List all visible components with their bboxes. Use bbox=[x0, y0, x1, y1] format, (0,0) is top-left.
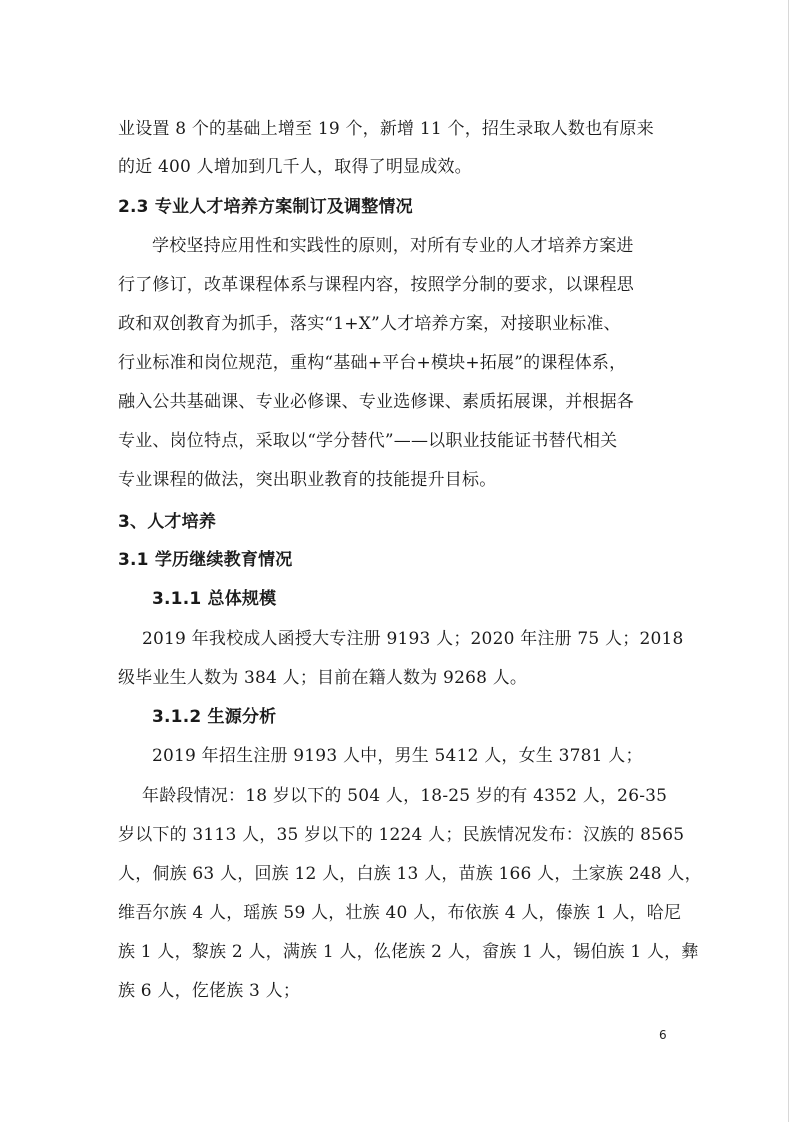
paragraph-line: 行业标准和岗位规范，重构“基础+平台+模块+拓展”的课程体系， bbox=[118, 353, 627, 373]
paragraph-line: 政和双创教育为抓手，落实“1+X”人才培养方案，对接职业标准、 bbox=[118, 314, 621, 334]
paragraph-line: 业设置 8 个的基础上增至 19 个，新增 11 个，招生录取人数也有原来 bbox=[118, 119, 654, 139]
paragraph-line: 的近 400 人增加到几千人，取得了明显成效。 bbox=[118, 157, 472, 177]
paragraph-line: 级毕业生人数为 384 人；目前在籍人数为 9268 人。 bbox=[118, 668, 528, 688]
page-number: 6 bbox=[659, 1028, 667, 1042]
paragraph-line: 专业、岗位特点，采取以“学分替代”——以职业技能证书替代相关 bbox=[118, 431, 618, 451]
paragraph-line: 学校坚持应用性和实践性的原则，对所有专业的人才培养方案进 bbox=[152, 236, 634, 256]
section-heading-3-1-1: 3.1.1 总体规模 bbox=[152, 589, 277, 609]
paragraph-line: 专业课程的做法，突出职业教育的技能提升目标。 bbox=[118, 470, 497, 490]
paragraph-line: 融入公共基础课、专业必修课、专业选修课、素质拓展课，并根据各 bbox=[118, 392, 634, 412]
paragraph-line: 族 1 人，黎族 2 人，满族 1 人，仫佬族 2 人，畲族 1 人，锡伯族 1 人，彝 bbox=[118, 942, 699, 962]
scan-edge-line bbox=[788, 0, 789, 1122]
section-heading-3-1: 3.1 学历继续教育情况 bbox=[118, 550, 293, 570]
paragraph-line: 维吾尔族 4 人，瑶族 59 人，壮族 40 人，布依族 4 人，傣族 1 人，哈尼 bbox=[118, 903, 682, 923]
paragraph-line: 年龄段情况：18 岁以下的 504 人，18-25 岁的有 4352 人，26-35 bbox=[142, 786, 668, 806]
section-heading-3: 3、人才培养 bbox=[118, 512, 217, 532]
paragraph-line: 行了修订，改革课程体系与课程内容，按照学分制的要求，以课程思 bbox=[118, 275, 634, 295]
paragraph-line: 岁以下的 3113 人，35 岁以下的 1224 人；民族情况发布：汉族的 8565 bbox=[118, 825, 685, 845]
section-heading-3-1-2: 3.1.2 生源分析 bbox=[152, 707, 277, 727]
paragraph-line: 2019 年我校成人函授大专注册 9193 人；2020 年注册 75 人；2018 bbox=[142, 629, 684, 649]
paragraph-line: 2019 年招生注册 9193 人中，男生 5412 人，女生 3781 人； bbox=[152, 746, 643, 766]
section-heading-2-3: 2.3 专业人才培养方案制订及调整情况 bbox=[118, 197, 413, 217]
paragraph-line: 人，侗族 63 人，回族 12 人，白族 13 人，苗族 166 人，土家族 248 人， bbox=[118, 864, 702, 884]
paragraph-line: 族 6 人，仡佬族 3 人； bbox=[118, 981, 301, 1001]
